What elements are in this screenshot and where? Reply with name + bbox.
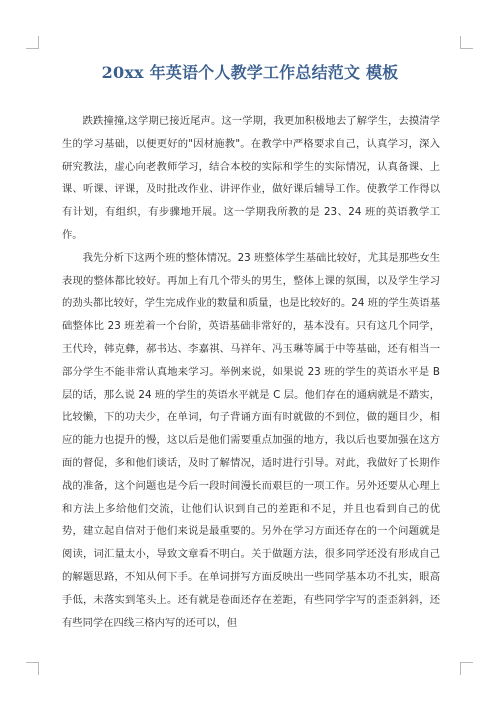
document-body xyxy=(62,110,440,634)
crop-mark-top-right xyxy=(460,36,473,49)
crop-mark-top-left xyxy=(26,36,39,49)
crop-mark-bottom-right xyxy=(460,662,473,675)
crop-mark-bottom-left xyxy=(26,662,39,675)
paragraph-1: 跌跌撞撞,这学期已接近尾声。这一学期，我更加积极地去了解学生，去摸清学生的学习基础，以便更好的"因材施教"。在教学中严格要求自己，认真学习，深入研究教法，虚心向老教师学习，结合本校的实际和学生的实际情况，认真备课、上课、听课、评课，及时批改作业、讲评作业，做好课后辅导工作。使教学工作得以有计划，有组织，有步骤地开展。这一学期我所教的是 23、24 班的英语教学工作。 xyxy=(62,115,440,241)
paragraph-2: 我先分析下这两个班的整体情况。23 班整体学生基础比较好，尤其是那些女生表现的整体都比较好。再加上有几个带头的男生，整体上课的氛围，以及学生学习的劲头都比较好，学生完成作业的数量和质量，也是比较好的。24 班的学生英语基础整体比 23 班差着一个台阶，英语基础非常好的，基本没有。只有这几个同学，王代玲，韩克彝，郝书达、李嘉祺、马祥年、冯玉琳等属于中等基础，还有相当一部分学生不能非常认真地来学习。举例来说，如果说 23 班的学生的英语水平是 B 层的话，那么说 24 班的学生的英语水平就是 C 层。他们存在的通病就是不踏实，比较懒，下的功夫少，在单词，句子背诵方面有时就做的不到位，做的题目少，相应的能力也提升的慢，这以后是他们需要重点加强的地方，我以后也要加强在这方面的督促，多和他们谈话，及时了解情况，适时进行引导。对此，我做好了长期作战的准备，这个问题也是今后一段时间漫长而艰巨的一项工作。另外还要从心理上和方法上多给他们交流，让他们认识到自己的差距和不足，并且也看到自己的优势，建立起自信对于他们来说是最重要的。另外在学习方面还存在的一个问题就是阅读，词汇量太小，导致文章看不明白。关于做题方法，很多同学还没有形成自己的解题思路，不知从何下手。在单词拼写方面反映出一些同学基本功不扎实，眼高手低，未落实到笔头上。还有就是卷面还存在差距，有些同学字写的歪歪斜斜，还有些同学在四线三格内写的还可以，但 xyxy=(62,251,440,629)
document-title: 20xx 年英语个人教学工作总结范文 模板 xyxy=(101,63,399,82)
